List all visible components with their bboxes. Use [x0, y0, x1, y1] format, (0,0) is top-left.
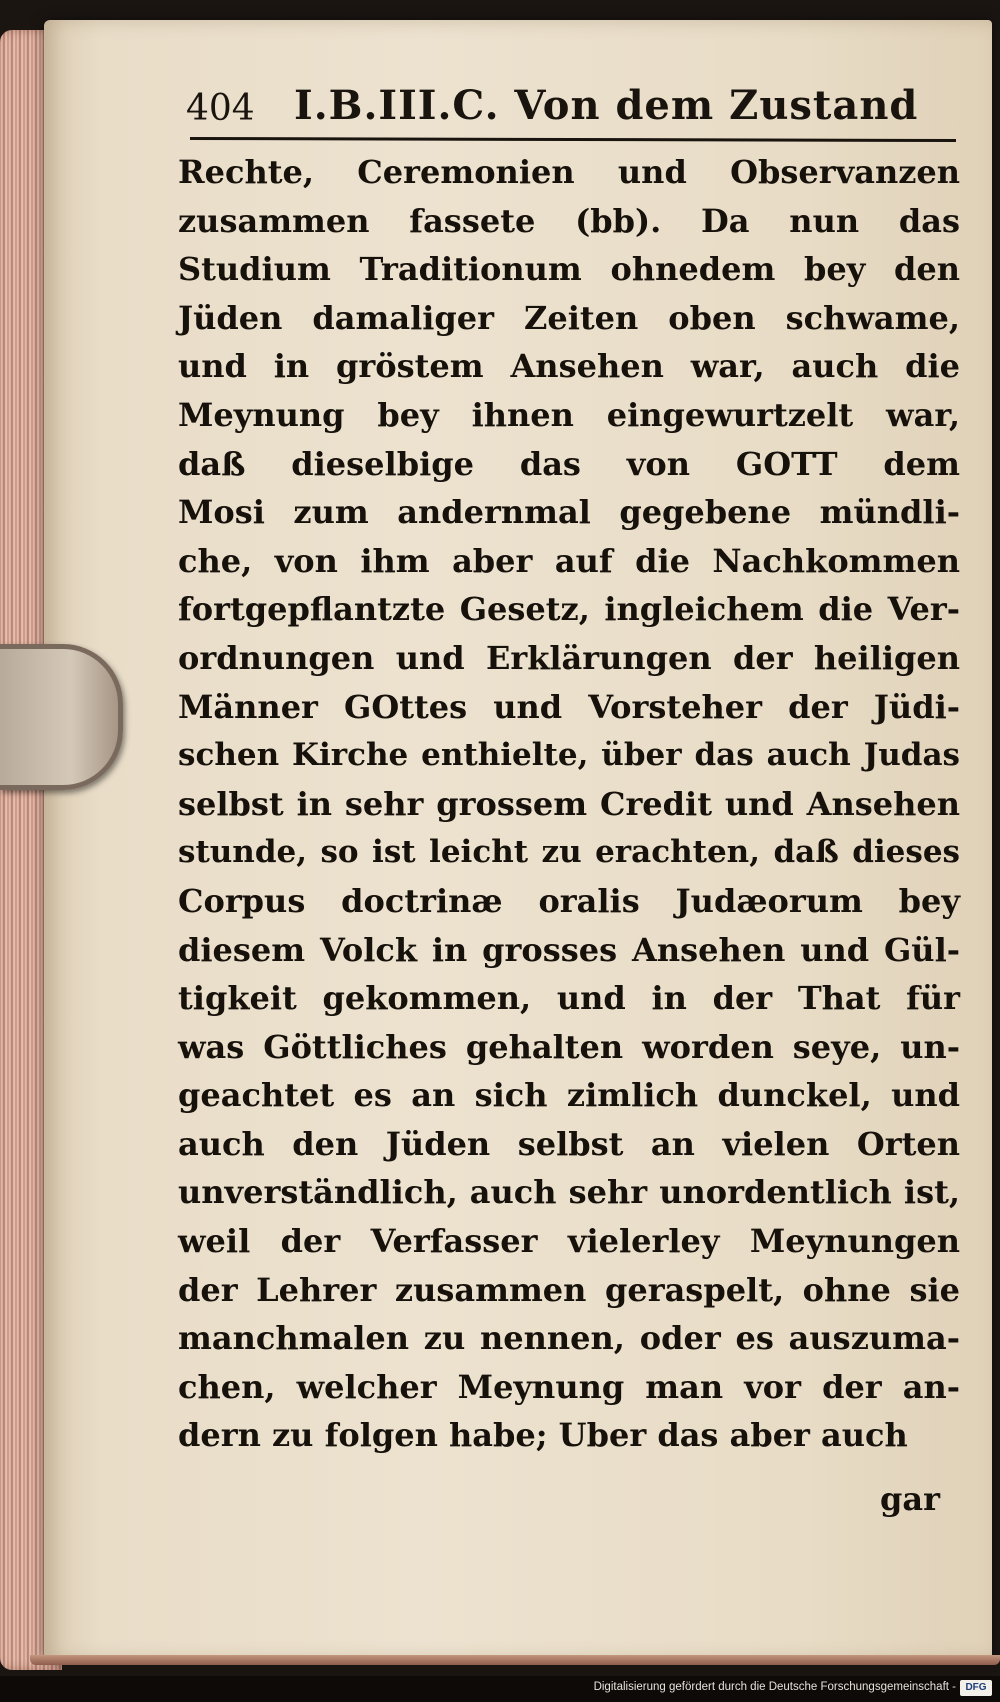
running-head: I.B.III.C. Von dem Zustand: [294, 82, 919, 129]
text-line: diesem Volck in grosses Ansehen und Gül-: [178, 930, 960, 969]
text-line: auch den Jüden selbst an vielen Orten: [178, 1124, 960, 1163]
page-bottom-edge: [30, 1655, 1000, 1665]
text-line: Männer GOttes und Vorsteher der Jüdi-: [178, 687, 960, 726]
text-line: unverständlich, auch sehr unordentlich ist,: [178, 1173, 960, 1212]
page-number: 404: [186, 88, 255, 129]
text-line: manchmalen zu nennen, oder es auszuma-: [178, 1319, 960, 1358]
text-line: che, von ihm aber auf die Nachkommen: [178, 541, 960, 580]
text-line: dern zu folgen habe; Uber das aber auch: [178, 1416, 908, 1455]
funding-credit: Digitalisierung gefördert durch die Deutsche Forschungsgemeinschaft -: [593, 1681, 956, 1693]
text-line: Corpus doctrinæ oralis Judæorum bey: [178, 881, 960, 920]
text-line: stunde, so ist leicht zu erachten, daß dieses: [178, 834, 960, 871]
text-line: chen, welcher Meynung man vor der an-: [178, 1367, 960, 1406]
page-header: [186, 82, 956, 140]
text-line: schen Kirche enthielte, über das auch Judas: [178, 737, 960, 774]
text-line: was Göttliches gehalten worden seye, un-: [178, 1027, 960, 1066]
dfg-logo: DFG: [960, 1680, 992, 1696]
catchword: gar: [880, 1480, 940, 1518]
footer-bar: [0, 1676, 1000, 1702]
text-line: tigkeit gekommen, und in der That für: [178, 979, 960, 1018]
text-line: ordnungen und Erklärungen der heiligen: [178, 638, 960, 677]
text-line: fortgepflantzte Gesetz, ingleichem die Ver-: [178, 590, 960, 629]
text-line: weil der Verfasser vielerley Meynungen: [178, 1222, 960, 1261]
text-line: Mosi zum andernmal gegebene mündli-: [178, 493, 960, 532]
text-line: daß dieselbige das von GOTT dem: [178, 444, 960, 483]
text-line: Meynung bey ihnen eingewurtzelt war,: [178, 395, 960, 434]
body-text: [178, 148, 960, 1460]
text-line: der Lehrer zusammen geraspelt, ohne sie: [178, 1270, 960, 1309]
text-line: Rechte, Ceremonien und Observanzen: [178, 153, 960, 191]
text-line: zusammen fassete (bb). Da nun das: [178, 201, 960, 240]
text-line: und in gröstem Ansehen war, auch die: [178, 347, 960, 386]
text-line: Studium Traditionum ohnedem bey den: [178, 250, 960, 289]
book-clasp: [0, 644, 123, 790]
text-line: geachtet es an sich zimlich dunckel, und: [178, 1076, 960, 1115]
text-line: selbst in sehr grossem Credit und Ansehen: [178, 784, 960, 823]
text-line: Jüden damaliger Zeiten oben schwame,: [178, 298, 960, 337]
